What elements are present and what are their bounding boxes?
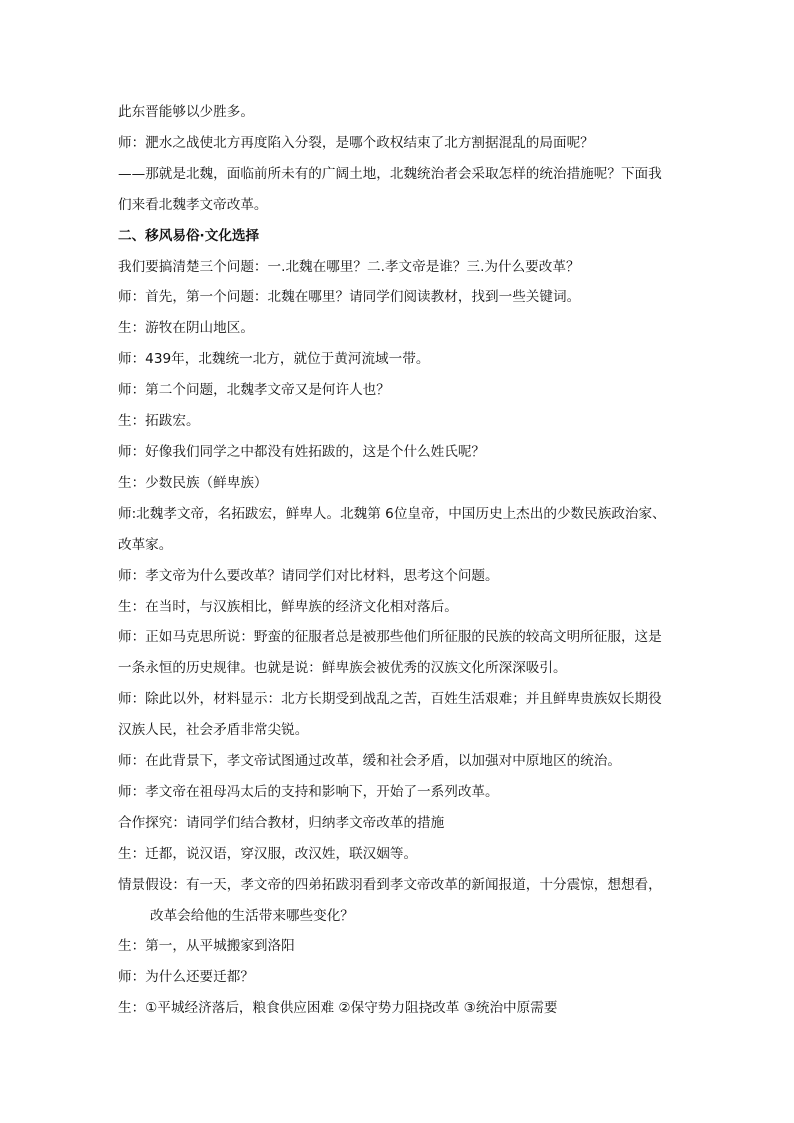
- text-line: 一条永恒的历史规律。也就是说：鲜卑族会被优秀的汉族文化所深深吸引。: [118, 660, 567, 677]
- text-line: 生：游牧在阴山地区。: [118, 320, 254, 337]
- document-page: [118, 97, 678, 1024]
- text-line: 合作探究：请同学们结合教材，归纳孝文帝改革的措施: [118, 814, 445, 831]
- text-line: 师：孝文帝在祖母冯太后的支持和影响下，开始了一系列改革。: [118, 783, 499, 800]
- text-line: 师：孝文帝为什么要改革？请同学们对比材料，思考这个问题。: [118, 567, 499, 584]
- text-line: 师：首先，第一个问题：北魏在哪里？请同学们阅读教材，找到一些关键词。: [118, 289, 581, 306]
- text-line: 我们要搞清楚三个问题：一.北魏在哪里？二.孝文帝是谁？三.为什么要改革？: [118, 258, 580, 275]
- text-line: 改革家。: [118, 536, 173, 553]
- text-line: 生：拓跋宏。: [118, 413, 200, 430]
- text-line: 师：好像我们同学之中都没有姓拓跋的，这是个什么姓氏呢？: [118, 443, 486, 460]
- text-line: 生：在当时，与汉族相比，鲜卑族的经济文化相对落后。: [118, 598, 458, 615]
- text-line: 情景假设：有一天，孝文帝的四弟拓跋羽看到孝文帝改革的新闻报道，十分震惊，想想看，: [118, 876, 662, 893]
- text-line: 们来看北魏孝文帝改革。: [118, 196, 268, 213]
- text-line: 师：除此以外，材料显示：北方长期受到战乱之苦，百姓生活艰难；并且鲜卑贵族奴长期役: [118, 691, 662, 708]
- text-line: 师：439年，北魏统一北方，就位于黄河流域一带。: [118, 351, 430, 368]
- text-line: 师：为什么还要迁都？: [118, 969, 254, 986]
- text-line: 生：迁都，说汉语，穿汉服，改汉姓，联汉姻等。: [118, 845, 418, 862]
- text-line: 师：正如马克思所说：野蛮的征服者总是被那些他们所征服的民族的较高文明所征服，这是: [118, 629, 662, 646]
- text-line: 汉族人民，社会矛盾非常尖锐。: [118, 722, 309, 739]
- text-line: 生：少数民族（鲜卑族）: [118, 474, 268, 491]
- text-line: 改革会给他的生活带来哪些变化？: [150, 907, 354, 924]
- text-line: 此东晋能够以少胜多。: [118, 104, 254, 120]
- text-line: 师:北魏孝文帝，名拓跋宏，鲜卑人。北魏第 6位皇帝，中国历史上杰出的少数民族政治家、: [118, 505, 666, 522]
- text-line: 师：在此背景下，孝文帝试图通过改革，缓和社会矛盾，以加强对中原地区的统治。: [118, 753, 621, 770]
- text-line: 师：淝水之战使北方再度陷入分裂，是哪个政权结束了北方割据混乱的局面呢？: [118, 134, 594, 151]
- text-line: 生：第一，从平城搬家到洛阳: [118, 938, 295, 955]
- text-line: 师：第二个问题，北魏孝文帝又是何许人也？: [118, 382, 390, 399]
- text-line: ——那就是北魏，面临前所未有的广阔土地，北魏统治者会采取怎样的统治措施呢？下面我: [118, 165, 662, 182]
- text-line: 生：①平城经济落后，粮食供应困难 ②保守势力阻挠改革 ③统治中原需要: [118, 1000, 558, 1017]
- section-heading: 二、移风易俗·文化选择: [118, 227, 260, 244]
